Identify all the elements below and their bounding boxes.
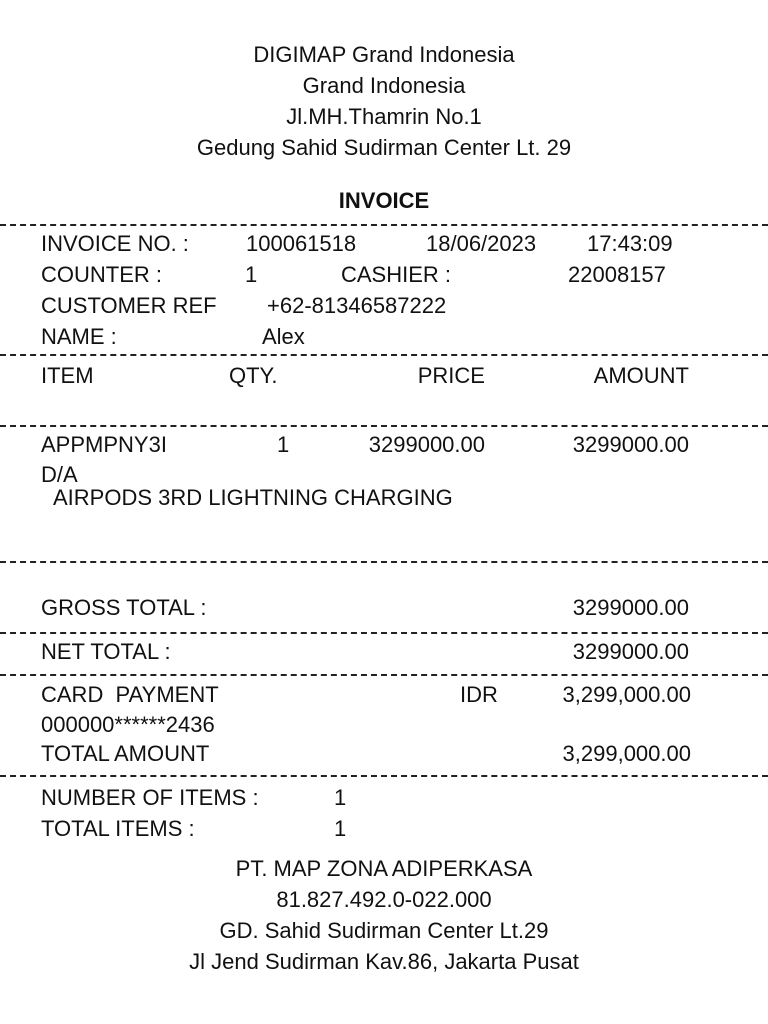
gross-total-label: GROSS TOTAL : (41, 595, 207, 620)
divider (0, 354, 768, 356)
store-street: Jl.MH.Thamrin No.1 (286, 104, 482, 129)
item-qty: 1 (277, 432, 290, 457)
invoice-no-label: INVOICE NO. : (41, 231, 189, 256)
number-of-items-value: 1 (334, 785, 347, 810)
invoice-date: 18/06/2023 (426, 231, 537, 256)
total-items-value: 1 (334, 816, 347, 841)
divider (0, 775, 768, 777)
card-number: 000000******2436 (41, 712, 215, 737)
customer-name-value: Alex (262, 324, 305, 349)
document-title: INVOICE (338, 188, 430, 213)
counter-label: COUNTER : (41, 262, 162, 287)
invoice-time: 17:43:09 (587, 231, 673, 256)
divider (0, 425, 768, 427)
divider (0, 674, 768, 676)
company-address: Jl Jend Sudirman Kav.86, Jakarta Pusat (189, 949, 579, 974)
net-total-label: NET TOTAL : (41, 639, 171, 664)
column-header-qty: QTY. (229, 363, 278, 388)
item-code: APPMPNY3I (41, 432, 167, 457)
divider (0, 561, 768, 563)
item-amount: 3299000.00 (572, 432, 689, 457)
payment-currency: IDR (460, 682, 498, 707)
customer-name-label: NAME : (41, 324, 117, 349)
column-header-item: ITEM (41, 363, 94, 388)
store-building: Gedung Sahid Sudirman Center Lt. 29 (196, 135, 572, 160)
cashier-value: 22008157 (568, 262, 666, 287)
invoice-no-value: 100061518 (246, 231, 357, 256)
divider (0, 632, 768, 634)
company-name: PT. MAP ZONA ADIPERKASA (235, 856, 533, 881)
number-of-items-label: NUMBER OF ITEMS : (41, 785, 259, 810)
payment-method: CARD PAYMENT (41, 682, 219, 707)
total-amount-label: TOTAL AMOUNT (41, 741, 210, 766)
net-total-value: 3299000.00 (572, 639, 689, 664)
total-items-label: TOTAL ITEMS : (41, 816, 195, 841)
total-amount-value: 3,299,000.00 (562, 741, 691, 766)
company-building: GD. Sahid Sudirman Center Lt.29 (219, 918, 549, 943)
divider (0, 224, 768, 226)
customer-ref-value: +62-81346587222 (267, 293, 447, 318)
item-code-suffix: D/A (41, 462, 78, 487)
store-name: DIGIMAP Grand Indonesia (253, 42, 515, 67)
cashier-label: CASHIER : (341, 262, 452, 287)
item-description: AIRPODS 3RD LIGHTNING CHARGING (53, 485, 453, 510)
column-header-price: PRICE (417, 363, 485, 388)
company-tax-id: 81.827.492.0-022.000 (276, 887, 492, 912)
column-header-amount: AMOUNT (593, 363, 689, 388)
counter-value: 1 (245, 262, 258, 287)
item-price: 3299000.00 (368, 432, 485, 457)
customer-ref-label: CUSTOMER REF (41, 293, 217, 318)
gross-total-value: 3299000.00 (572, 595, 689, 620)
payment-amount: 3,299,000.00 (562, 682, 691, 707)
store-mall: Grand Indonesia (302, 73, 466, 98)
